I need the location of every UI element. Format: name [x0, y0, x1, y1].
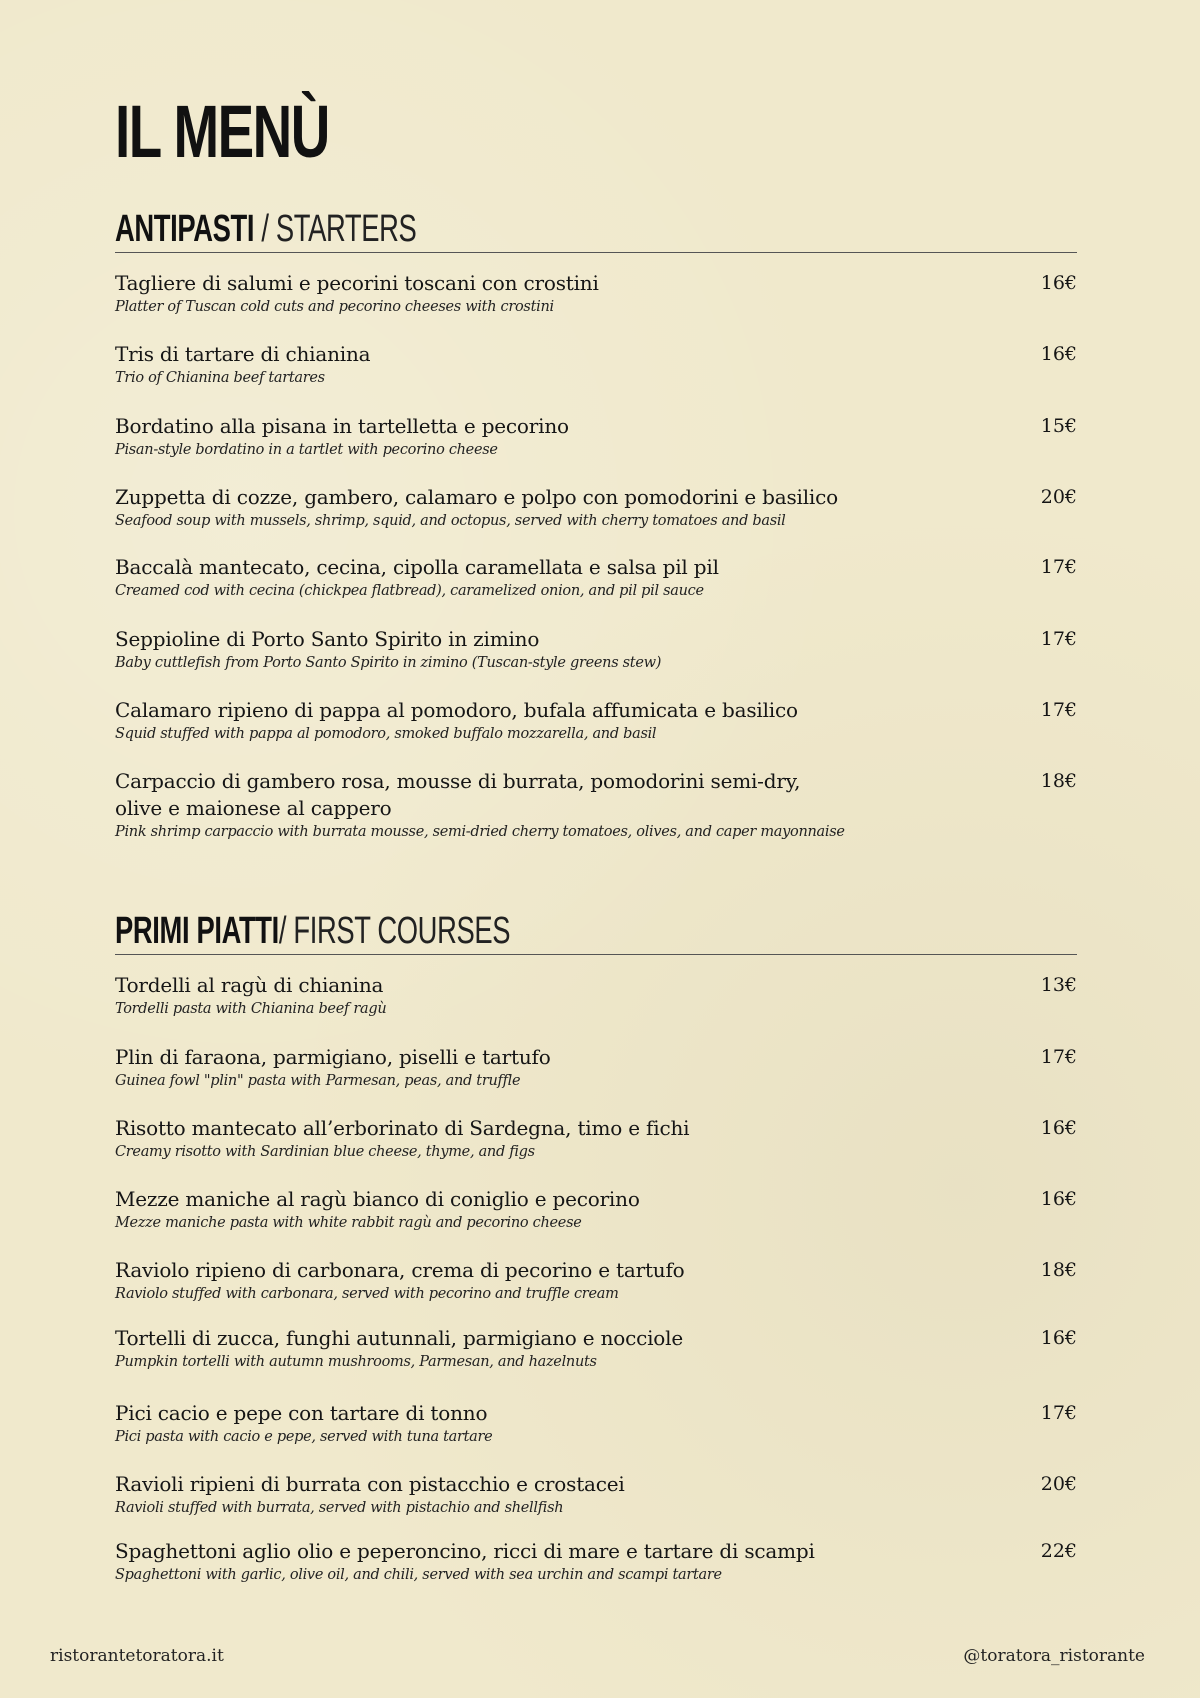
menu-item — [115, 554, 1077, 626]
item-price: 20€ — [1040, 486, 1077, 508]
item-description: Pink shrimp carpaccio with burrata mousse, semi-dried cherry tomatoes, olives, and caper mayonnaise — [115, 824, 845, 840]
menu-item — [115, 1115, 1077, 1186]
item-price: 17€ — [1040, 556, 1077, 578]
item-description: Trio of Chianina beef tartares — [115, 370, 325, 386]
menu-item — [115, 1471, 1077, 1538]
item-description: Creamy risotto with Sardinian blue cheese, thyme, and figs — [115, 1144, 535, 1160]
menu-item — [115, 1538, 1077, 1609]
item-description: Platter of Tuscan cold cuts and pecorino cheeses with crostini — [115, 299, 554, 315]
section-header — [115, 208, 1077, 253]
section-title-english: / FIRST COURSES — [278, 910, 511, 952]
item-price: 17€ — [1040, 628, 1077, 650]
section-title — [115, 910, 510, 952]
item-price: 22€ — [1040, 1540, 1077, 1562]
menu-item — [115, 768, 1077, 868]
item-description: Spaghettoni with garlic, olive oil, and chili, served with sea urchin and scampi tartare — [115, 1567, 722, 1583]
menu-item — [115, 413, 1077, 484]
menu-item — [115, 972, 1077, 1044]
item-price: 16€ — [1040, 343, 1077, 365]
section-header — [115, 910, 1077, 955]
item-name: Mezze maniche al ragù bianco di coniglio e pecorino — [115, 1187, 640, 1211]
menu-item — [115, 1257, 1077, 1325]
item-price: 18€ — [1040, 1259, 1077, 1281]
item-description: Pumpkin tortelli with autumn mushrooms, Parmesan, and hazelnuts — [115, 1354, 597, 1370]
item-price: 18€ — [1040, 770, 1077, 792]
item-name: Seppioline di Porto Santo Spirito in zimino — [115, 627, 540, 651]
item-price: 16€ — [1040, 1188, 1077, 1210]
item-description: Pici pasta with cacio e pepe, served with tuna tartare — [115, 1429, 493, 1445]
item-name: Tagliere di salumi e pecorini toscani con crostini — [115, 271, 599, 295]
section-primi-piatti — [115, 910, 1077, 1609]
item-name: Calamaro ripieno di pappa al pomodoro, bufala affumicata e basilico — [115, 698, 798, 722]
item-name: Tortelli di zucca, funghi autunnali, parmigiano e nocciole — [115, 1326, 683, 1350]
item-description: Pisan-style bordatino in a tartlet with pecorino cheese — [115, 442, 498, 458]
item-price: 16€ — [1040, 1327, 1077, 1349]
item-name: Zuppetta di cozze, gambero, calamaro e polpo con pomodorini e basilico — [115, 485, 838, 509]
item-name: Ravioli ripieni di burrata con pistacchio e crostacei — [115, 1472, 625, 1496]
item-description: Mezze maniche pasta with white rabbit ragù and pecorino cheese — [115, 1215, 582, 1231]
menu-item — [115, 1186, 1077, 1257]
item-name: Plin di faraona, parmigiano, piselli e tartufo — [115, 1045, 551, 1069]
social-handle[interactable]: @toratora_ristorante — [963, 1646, 1145, 1666]
item-name: Bordatino alla pisana in tartelletta e pecorino — [115, 414, 569, 438]
item-price: 17€ — [1040, 1046, 1077, 1068]
item-name: Tordelli al ragù di chianina — [115, 973, 384, 997]
website-link[interactable]: ristorantetoratora.it — [50, 1646, 224, 1666]
section-title-italian: PRIMI PIATTI — [115, 910, 279, 952]
item-description: Guinea fowl "plin" pasta with Parmesan, peas, and truffle — [115, 1073, 521, 1089]
item-name: Risotto mantecato all’erborinato di Sardegna, timo e fichi — [115, 1116, 690, 1140]
menu-item — [115, 341, 1077, 413]
item-description: Seafood soup with mussels, shrimp, squid, and octopus, served with cherry tomatoes and basil — [115, 513, 786, 529]
item-price: 17€ — [1040, 699, 1077, 721]
item-price: 13€ — [1040, 974, 1077, 996]
item-description: Baby cuttlefish from Porto Santo Spirito in zimino (Tuscan-style greens stew) — [115, 655, 662, 671]
section-title-english: / STARTERS — [254, 208, 417, 250]
menu-item — [115, 270, 1077, 341]
item-name: Spaghettoni aglio olio e peperoncino, ricci di mare e tartare di scampi — [115, 1539, 815, 1563]
item-price: 16€ — [1040, 272, 1077, 294]
menu-item — [115, 697, 1077, 768]
menu-item — [115, 1044, 1077, 1115]
menu-items-list — [115, 270, 1077, 868]
section-title-italian: ANTIPASTI — [115, 208, 255, 250]
item-name: Pici cacio e pepe con tartare di tonno — [115, 1401, 488, 1425]
item-price: 17€ — [1040, 1402, 1077, 1424]
item-name: Carpaccio di gambero rosa, mousse di burrata, pomodorini semi-dry, olive e maionese al cappero — [115, 769, 801, 820]
item-price: 20€ — [1040, 1473, 1077, 1495]
page-title: IL MENÙ — [115, 90, 329, 173]
section-title — [115, 208, 416, 250]
item-description: Squid stuffed with pappa al pomodoro, smoked buffalo mozzarella, and basil — [115, 726, 657, 742]
item-name: Baccalà mantecato, cecina, cipolla caramellata e salsa pil pil — [115, 555, 719, 579]
menu-item — [115, 484, 1077, 554]
item-name: Tris di tartare di chianina — [115, 342, 371, 366]
menu-item — [115, 626, 1077, 697]
item-description: Raviolo stuffed with carbonara, served with pecorino and truffle cream — [115, 1286, 619, 1302]
item-description: Tordelli pasta with Chianina beef ragù — [115, 1001, 387, 1017]
item-price: 15€ — [1040, 415, 1077, 437]
section-antipasti — [115, 208, 1077, 868]
menu-item — [115, 1325, 1077, 1400]
menu-items-list — [115, 972, 1077, 1609]
item-name: Raviolo ripieno di carbonara, crema di pecorino e tartufo — [115, 1258, 685, 1282]
item-description: Ravioli stuffed with burrata, served with pistachio and shellfish — [115, 1500, 564, 1516]
item-price: 16€ — [1040, 1117, 1077, 1139]
menu-item — [115, 1400, 1077, 1471]
item-description: Creamed cod with cecina (chickpea flatbread), caramelized onion, and pil pil sauce — [115, 583, 704, 599]
